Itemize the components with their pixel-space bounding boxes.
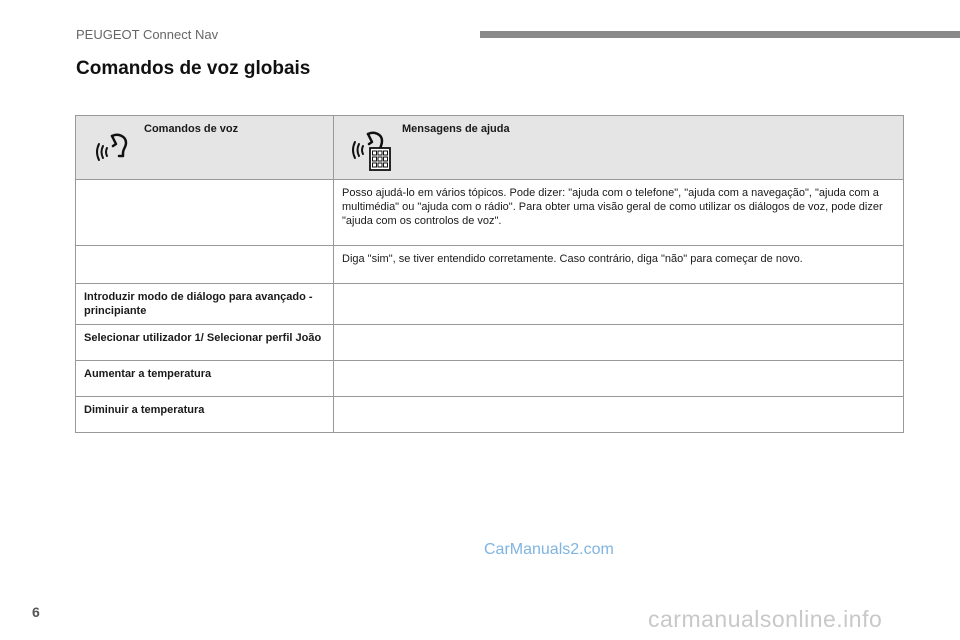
help-message-cell: Posso ajudá-lo em vários tópicos. Pode dizer: "ajuda com o telefone", "ajuda com a navegação", "ajuda com a multimédia" ou "ajuda com o rádio". Para obter uma visão geral de como utilizar os diálogos de voz, pode dizer "ajuda com os controlos de voz". <box>334 180 904 246</box>
table-row <box>76 180 904 246</box>
table-row <box>76 246 904 284</box>
table-row <box>76 284 904 325</box>
command-cell: Selecionar utilizador 1/ Selecionar perfil João <box>76 325 334 361</box>
manual-product-name: PEUGEOT Connect Nav <box>76 27 219 42</box>
help-message-cell <box>334 284 904 325</box>
table-header-row <box>76 116 904 180</box>
header-divider-bar <box>480 31 960 38</box>
help-message-cell: Diga "sim", se tiver entendido corretamente. Caso contrário, diga "não" para começar de novo. <box>334 246 904 284</box>
voice-commands-table <box>75 115 904 433</box>
page-title: Comandos de voz globais <box>76 58 311 79</box>
watermark-carmanuals2[interactable]: CarManuals2.com <box>484 541 614 558</box>
table-row <box>76 325 904 361</box>
voice-help-keypad-icon <box>344 124 392 172</box>
column-header-help-label: Mensagens de ajuda <box>402 123 510 135</box>
column-header-help <box>334 116 904 180</box>
column-header-commands <box>76 116 334 180</box>
table-row <box>76 361 904 397</box>
column-header-commands-label: Comandos de voz <box>144 123 239 135</box>
help-message-cell <box>334 325 904 361</box>
page-number: 6 <box>32 604 40 620</box>
command-cell <box>76 180 334 246</box>
table-row <box>76 397 904 433</box>
command-cell <box>76 246 334 284</box>
watermark-carmanualsonline[interactable]: carmanualsonline.info <box>648 606 883 632</box>
command-cell: Diminuir a temperatura <box>76 397 334 433</box>
voice-command-icon <box>86 124 134 172</box>
command-cell: Aumentar a temperatura <box>76 361 334 397</box>
help-message-cell <box>334 397 904 433</box>
help-message-cell <box>334 361 904 397</box>
command-cell: Introduzir modo de diálogo para avançado - principiante <box>76 284 334 325</box>
